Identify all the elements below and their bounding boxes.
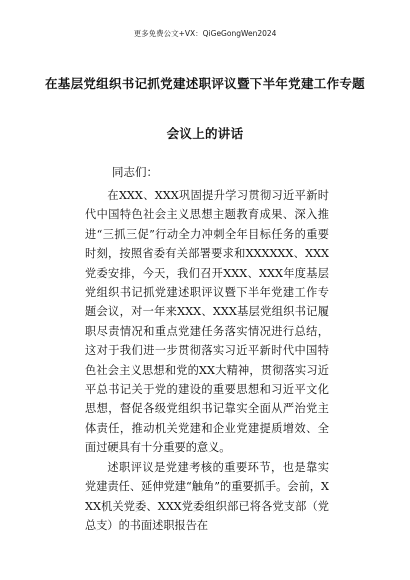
header-note: 更多免费公文+VX：QiGeGongWen2024 — [133, 29, 277, 38]
document-title-line-1: 在基层党组织书记抓党建述职评议暨下半年党建工作专题 — [44, 76, 365, 91]
salutation: 同志们： — [112, 165, 158, 179]
document-body — [85, 186, 329, 535]
body-paragraph-1: 在XXX、XXX巩固提升学习贯彻习近平新时代中国特色社会主义思想主题教育成果、深入推进“三抓三促”行动全力冲刺全年目标任务的重要时刻，按照省委有关部署要求和XXXXXX、XXX党委安排，今天，我们召开XXX、XXX年度基层党组织书记抓党建述职评议暨下半年党建工作专题会议，对一年来XXX、XXX基层党组织书记履职尽责情况和重点党建任务落实情况进行总结，这对于我们进一步贯彻落实习近平新时代中国特色社会主义思想和党的XX大精神，贯彻落实习近平总书记关于党的建设的重要思想和习近平文化思想，督促各级党组织书记靠实全面从严治党主体责任，推动机关党建和企业党建提质增效、全面过硬具有十分重要的意义。 — [85, 189, 329, 455]
body-paragraph-2: 述职评议是党建考核的重要环节，也是靠实党建责任、延伸党建“触角”的重要抓手。会前，XXX机关党委、XXX党委组织部已将各党支部（党总支）的书面述职报告在 — [85, 460, 329, 532]
document-title-line-2: 会议上的讲话 — [166, 126, 244, 141]
